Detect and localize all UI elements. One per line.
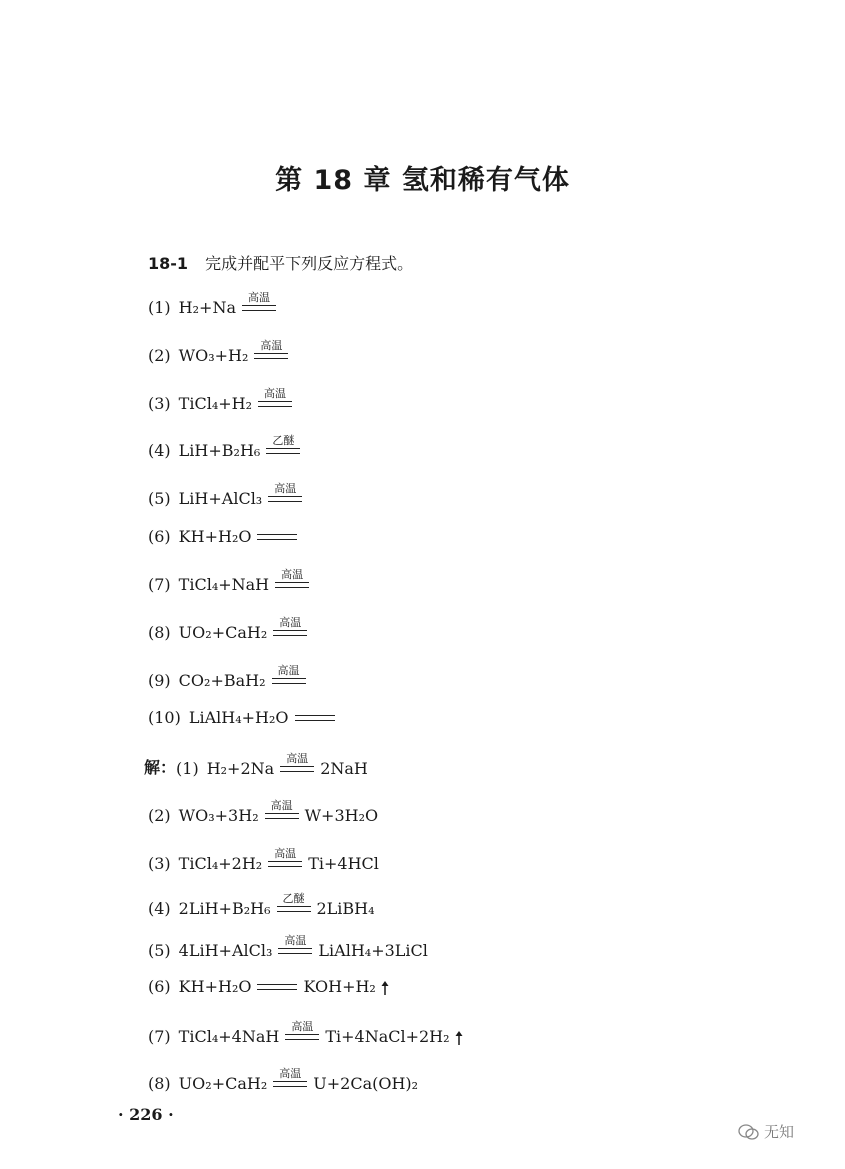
equals-sign xyxy=(295,715,335,721)
condition-text: 高温 xyxy=(284,934,307,947)
reaction-condition xyxy=(265,800,299,825)
reaction-condition xyxy=(242,292,276,317)
condition-text: 高温 xyxy=(270,799,293,812)
equation-line xyxy=(148,1068,418,1093)
condition-text: 高温 xyxy=(274,847,297,860)
reaction-condition xyxy=(272,665,306,690)
equation-products: 2LiBH₄ xyxy=(316,899,375,918)
condition-text: 高温 xyxy=(260,339,283,352)
reaction-condition xyxy=(285,1021,319,1046)
equation-line xyxy=(148,435,306,460)
condition-text: 高温 xyxy=(279,616,302,629)
equals-sign xyxy=(257,534,297,540)
equation-reactants: H₂+Na xyxy=(178,298,236,317)
reaction-condition xyxy=(257,984,297,996)
condition-text: 高温 xyxy=(277,664,300,677)
problem-number: 18-1 xyxy=(148,254,189,273)
condition-text: 高温 xyxy=(279,1067,302,1080)
equation-reactants: TiCl₄+4NaH xyxy=(178,1027,280,1046)
page-number: · 226 · xyxy=(118,1105,174,1124)
equation-reactants: 2LiH+B₂H₆ xyxy=(178,899,271,918)
equation-reactants: CO₂+BaH₂ xyxy=(178,671,266,690)
equation-line xyxy=(148,483,308,508)
condition-text: 乙醚 xyxy=(272,434,295,447)
equation-label: (5) xyxy=(148,489,171,508)
double-arrow-sign xyxy=(254,353,288,359)
equation-label: (6) xyxy=(148,977,171,996)
condition-text: 高温 xyxy=(286,752,309,765)
equation-label: (4) xyxy=(148,899,171,918)
equation-reactants: UO₂+CaH₂ xyxy=(178,623,268,642)
double-arrow-sign xyxy=(278,948,312,954)
equation-label: (8) xyxy=(148,623,171,642)
equation-line xyxy=(148,292,282,317)
equation-label: (10) xyxy=(148,708,181,727)
equation-reactants: TiCl₄+2H₂ xyxy=(178,854,263,873)
equation-line xyxy=(148,569,315,594)
reaction-condition xyxy=(273,617,307,642)
equation-label: (7) xyxy=(148,575,171,594)
equation-label: (8) xyxy=(148,1074,171,1093)
equation-reactants: KH+H₂O xyxy=(178,527,252,546)
equation-reactants: H₂+2Na xyxy=(206,759,275,778)
wechat-icon xyxy=(738,1123,760,1141)
double-arrow-sign xyxy=(272,678,306,684)
equation-reactants: WO₃+3H₂ xyxy=(178,806,259,825)
reaction-condition xyxy=(258,388,292,413)
reaction-condition xyxy=(268,483,302,508)
equation-products: LiAlH₄+3LiCl xyxy=(318,941,428,960)
double-arrow-sign xyxy=(265,813,299,819)
condition-text: 高温 xyxy=(247,291,270,304)
equation-label: (3) xyxy=(148,394,171,413)
reaction-condition xyxy=(254,340,288,365)
condition-text: 乙醚 xyxy=(282,892,305,905)
equation-reactants: KH+H₂O xyxy=(178,977,252,996)
equation-reactants: WO₃+H₂ xyxy=(178,346,249,365)
equation-label: (4) xyxy=(148,441,171,460)
gas-arrow-icon xyxy=(380,980,390,994)
equation-products: Ti+4NaCl+2H₂ xyxy=(325,1027,450,1046)
reaction-condition xyxy=(275,569,309,594)
double-arrow-sign xyxy=(268,496,302,502)
equation-line xyxy=(148,617,313,642)
condition-text: 高温 xyxy=(274,482,297,495)
equation-reactants: LiH+B₂H₆ xyxy=(178,441,261,460)
equation-line xyxy=(148,340,294,365)
reaction-condition xyxy=(273,1068,307,1093)
equation-label: (1) xyxy=(176,759,199,778)
equation-line xyxy=(148,1021,464,1046)
equation-products: KOH+H₂ xyxy=(303,977,376,996)
watermark xyxy=(738,1121,794,1142)
equation-label: (2) xyxy=(148,806,171,825)
equation-reactants: 4LiH+AlCl₃ xyxy=(178,941,273,960)
equation-label: (1) xyxy=(148,298,171,317)
equation-reactants: TiCl₄+NaH xyxy=(178,575,270,594)
condition-text: 高温 xyxy=(281,568,304,581)
equation-line xyxy=(148,848,379,873)
condition-text: 高温 xyxy=(291,1020,314,1033)
equation-products: W+3H₂O xyxy=(304,806,379,825)
double-arrow-sign xyxy=(280,766,314,772)
equation-line xyxy=(148,527,303,546)
reaction-condition xyxy=(277,893,311,918)
double-arrow-sign xyxy=(285,1034,319,1040)
condition-text: 高温 xyxy=(264,387,287,400)
double-arrow-sign xyxy=(277,906,311,912)
equation-products: 2NaH xyxy=(320,759,368,778)
equation-products: U+2Ca(OH)₂ xyxy=(313,1074,419,1093)
reaction-condition xyxy=(295,715,335,727)
solution-label: 解： xyxy=(144,758,177,777)
equation-label: (2) xyxy=(148,346,171,365)
equation-reactants: UO₂+CaH₂ xyxy=(178,1074,268,1093)
reaction-condition xyxy=(280,753,314,778)
double-arrow-sign xyxy=(273,630,307,636)
reaction-condition xyxy=(268,848,302,873)
equation-line xyxy=(148,665,312,690)
equation-line xyxy=(148,893,375,918)
equation-label: (6) xyxy=(148,527,171,546)
reaction-condition xyxy=(266,435,300,460)
reaction-condition xyxy=(257,534,297,546)
equation-label: (5) xyxy=(148,941,171,960)
equals-sign xyxy=(257,984,297,990)
problem-statement xyxy=(148,251,413,274)
equation-line xyxy=(148,935,428,960)
gas-arrow-icon xyxy=(454,1030,464,1044)
reaction-condition xyxy=(278,935,312,960)
equation-label: (9) xyxy=(148,671,171,690)
equation-line xyxy=(148,388,298,413)
equation-reactants: LiAlH₄+H₂O xyxy=(188,708,289,727)
equation-reactants: TiCl₄+H₂ xyxy=(178,394,253,413)
watermark-text: 无知 xyxy=(764,1123,795,1141)
equation-line xyxy=(144,753,368,778)
double-arrow-sign xyxy=(268,861,302,867)
equation-line xyxy=(148,977,390,996)
equation-line xyxy=(148,800,378,825)
equation-products: Ti+4HCl xyxy=(308,854,379,873)
equation-label: (3) xyxy=(148,854,171,873)
double-arrow-sign xyxy=(258,401,292,407)
equation-line xyxy=(148,708,341,727)
equation-label: (7) xyxy=(148,1027,171,1046)
double-arrow-sign xyxy=(266,448,300,454)
problem-text: 完成并配平下列反应方程式。 xyxy=(205,254,414,273)
double-arrow-sign xyxy=(275,582,309,588)
double-arrow-sign xyxy=(273,1081,307,1087)
double-arrow-sign xyxy=(242,305,276,311)
equation-reactants: LiH+AlCl₃ xyxy=(178,489,263,508)
chapter-title: 第 18 章 氢和稀有气体 xyxy=(275,165,570,196)
